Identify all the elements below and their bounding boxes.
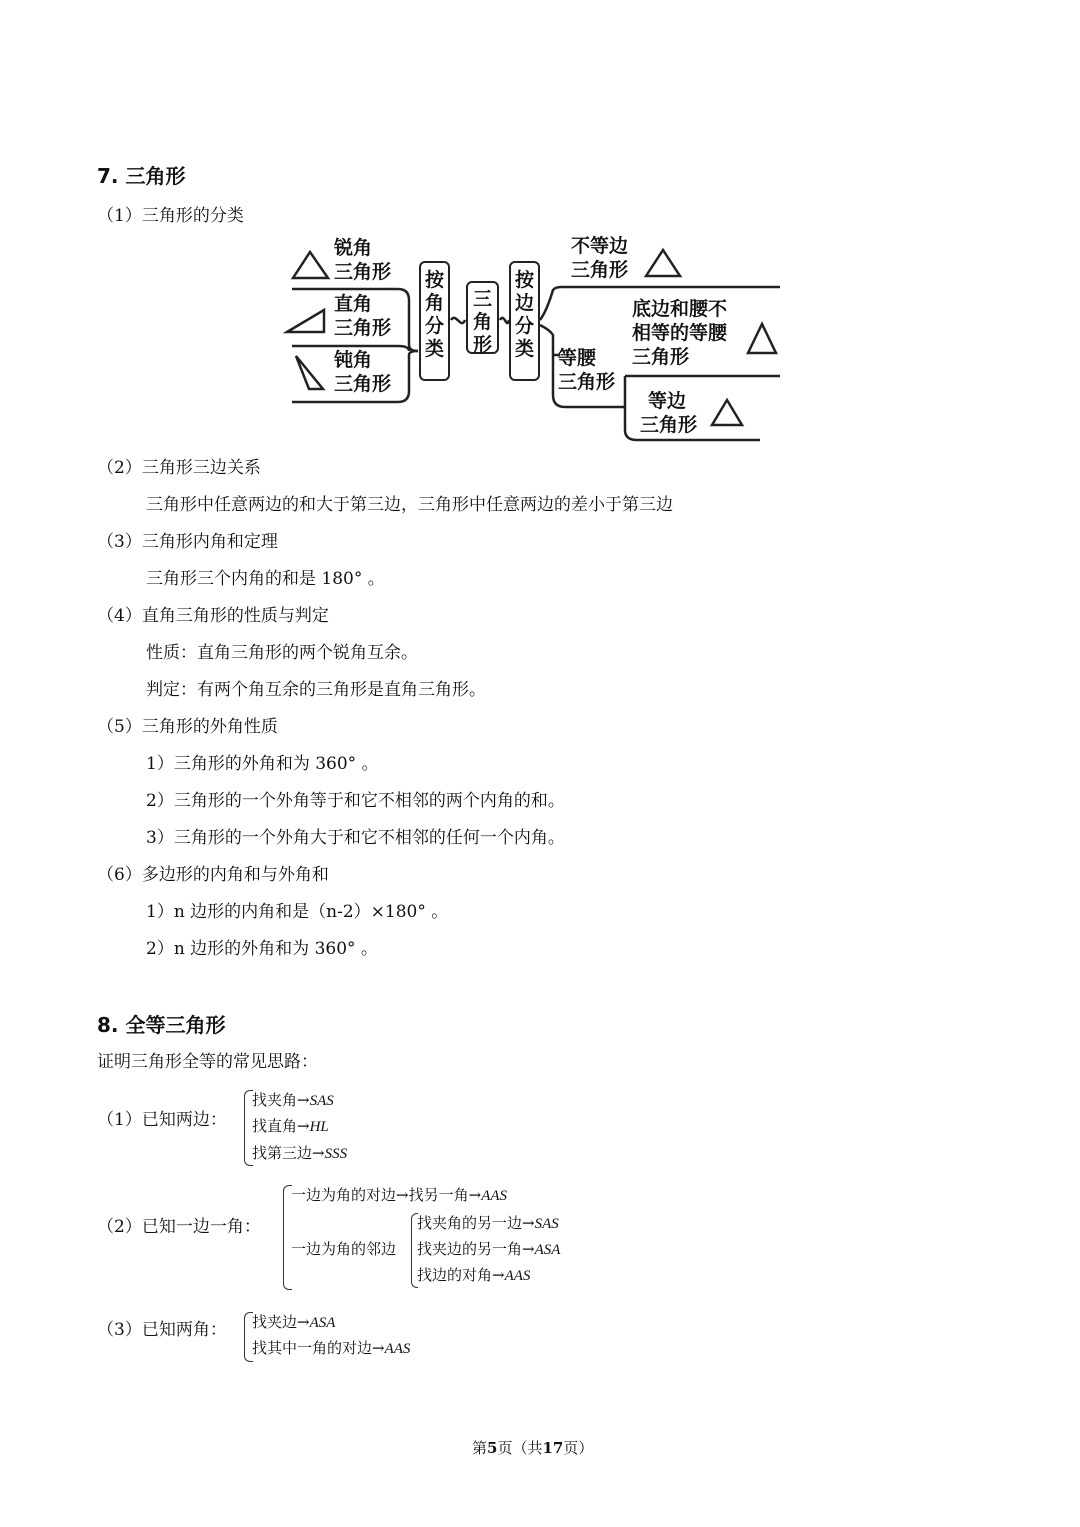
isosceles-line-1: 等腰 <box>558 347 597 369</box>
iso-non-eq-line-3: 三角形 <box>632 346 690 368</box>
footer-mid: 页（共 <box>497 1439 543 1457</box>
arrow-icon: → <box>372 1339 385 1357</box>
by-angle-text: 按角分类 <box>424 269 444 360</box>
equilateral-line-1: 等边 <box>648 390 687 412</box>
sec8-c1-label: （1）已知两边： <box>97 1110 227 1130</box>
sec7-p2-label: （2）三角形三边关系 <box>97 458 261 478</box>
footer-total-pages: 17 <box>542 1439 564 1457</box>
equilateral-line-2: 三角形 <box>640 414 698 436</box>
by-side-text: 按边分类 <box>514 269 534 360</box>
c2-top-text: 一边为角的对边 <box>291 1186 397 1204</box>
right-line-1: 直角 <box>334 293 373 315</box>
c2-sub-row-1-result: SAS <box>534 1216 559 1232</box>
sec7-p3-text: 三角形三个内角的和是 180° 。 <box>146 569 385 589</box>
iso-non-eq-line-1: 底边和腰不 <box>632 298 728 320</box>
c2-top-row <box>291 1186 507 1205</box>
sec7-p1-label: （1）三角形的分类 <box>97 206 244 226</box>
equilateral-triangle-icon <box>712 400 742 425</box>
acute-triangle-icon <box>293 252 328 278</box>
sec7-p5-item-2: 2）三角形的一个外角等于和它不相邻的两个内角的和。 <box>146 791 565 811</box>
c3-row-1-text: 找夹边 <box>252 1313 298 1331</box>
c2-top-result: AAS <box>481 1188 508 1204</box>
sec7-p5-item-1: 1）三角形的外角和为 360° 。 <box>146 754 379 774</box>
c1-row-3-result: SSS <box>324 1146 348 1162</box>
by-angle-box <box>419 261 450 381</box>
sec7-p4-label: （4）直角三角形的性质与判定 <box>97 606 329 626</box>
footer-post: 页） <box>563 1439 594 1457</box>
arrow-icon: → <box>297 1313 310 1331</box>
sec7-p3-label: （3）三角形内角和定理 <box>97 532 278 552</box>
iso-non-eq-label <box>632 297 727 369</box>
obtuse-line-1: 钝角 <box>334 349 373 371</box>
connector-2 <box>500 318 509 323</box>
c3-row-2-result: AAS <box>384 1341 411 1357</box>
scalene-line-2: 三角形 <box>571 259 629 281</box>
c1-row-2-text: 找直角 <box>252 1117 298 1135</box>
sec7-p6-item-1: 1）n 边形的内角和是（n-2）×180° 。 <box>146 902 449 922</box>
obtuse-triangle-label <box>334 348 391 396</box>
sec7-p5-item-3: 3）三角形的一个外角大于和它不相邻的任何一个内角。 <box>146 828 565 848</box>
isosceles-triangle-icon <box>748 324 776 353</box>
arrow-icon: → <box>297 1091 310 1109</box>
acute-line-1: 锐角 <box>334 237 373 259</box>
arrow-icon: → <box>468 1186 482 1204</box>
arrow-icon: → <box>312 1144 325 1162</box>
c2-sub-row-2 <box>417 1240 560 1259</box>
arrow-icon: → <box>492 1266 505 1284</box>
acute-line-2: 三角形 <box>334 261 392 283</box>
c1-row-2 <box>252 1117 329 1136</box>
c2-sub-row-1-text: 找夹角的另一边 <box>417 1214 523 1232</box>
page-footer <box>472 1437 593 1458</box>
section-7-title: 7. 三角形 <box>97 164 186 188</box>
right-triangle-icon <box>287 310 324 332</box>
connector-1 <box>451 318 465 323</box>
section-8-title: 8. 全等三角形 <box>97 1013 226 1037</box>
arrow-icon: → <box>396 1186 409 1204</box>
sec7-p4-prop: 性质：直角三角形的两个锐角互余。 <box>146 643 418 663</box>
c1-row-1-result: SAS <box>309 1093 334 1109</box>
scalene-line-1: 不等边 <box>571 235 629 257</box>
sec7-p5-label: （5）三角形的外角性质 <box>97 717 278 737</box>
scalene-label <box>571 234 628 282</box>
c3-row-1-result: ASA <box>309 1315 336 1331</box>
c2-sub-row-3-text: 找边的对角 <box>417 1266 493 1284</box>
right-line-2: 三角形 <box>334 317 392 339</box>
c1-row-1-text: 找夹角 <box>252 1091 298 1109</box>
triangle-box <box>466 281 499 354</box>
c2-sub-row-2-result: ASA <box>534 1242 561 1258</box>
sec8-intro: 证明三角形全等的常见思路： <box>97 1052 318 1072</box>
c2-sub-row-2-text: 找夹边的另一角 <box>417 1240 523 1258</box>
sec7-p6-label: （6）多边形的内角和与外角和 <box>97 865 329 885</box>
sec8-c2-label: （2）已知一边一角： <box>97 1217 261 1237</box>
footer-page-number: 5 <box>487 1439 498 1457</box>
by-side-box <box>509 261 540 381</box>
sec8-c3-label: （3）已知两角： <box>97 1320 227 1340</box>
isosceles-label <box>558 346 615 394</box>
arrow-icon: → <box>297 1117 310 1135</box>
c2-adjacent-label: 一边为角的邻边 <box>291 1240 397 1258</box>
c2-sub-row-3 <box>417 1266 530 1285</box>
isosceles-line-2: 三角形 <box>558 371 616 393</box>
c1-row-3-text: 找第三边 <box>252 1144 313 1162</box>
diagram-lines <box>0 0 1080 460</box>
c3-row-2 <box>252 1339 410 1358</box>
sec7-p2-text: 三角形中任意两边的和大于第三边，三角形中任意两边的差小于第三边 <box>146 495 673 515</box>
c1-row-2-result: HL <box>309 1119 329 1135</box>
footer-pre: 第 <box>472 1439 488 1457</box>
c2-sub-row-1 <box>417 1214 559 1233</box>
obtuse-triangle-icon <box>296 356 323 389</box>
right-triangle-label <box>334 292 391 340</box>
scalene-triangle-icon <box>646 250 680 276</box>
acute-triangle-label <box>334 236 391 284</box>
equilateral-label <box>640 389 697 437</box>
c2-top-mid: 找另一角 <box>408 1186 469 1204</box>
sec7-p4-judge: 判定：有两个角互余的三角形是直角三角形。 <box>146 680 486 700</box>
arrow-icon: → <box>522 1240 535 1258</box>
c3-row-1 <box>252 1313 335 1332</box>
triangle-text: 三角形 <box>472 288 492 356</box>
c1-row-1 <box>252 1091 334 1110</box>
sec7-p6-item-2: 2）n 边形的外角和为 360° 。 <box>146 939 378 959</box>
c1-row-3 <box>252 1144 347 1163</box>
c2-sub-row-3-result: AAS <box>504 1268 531 1284</box>
obtuse-line-2: 三角形 <box>334 373 392 395</box>
c3-row-2-text: 找其中一角的对边 <box>252 1339 373 1357</box>
arrow-icon: → <box>522 1214 535 1232</box>
iso-non-eq-line-2: 相等的等腰 <box>632 322 728 344</box>
